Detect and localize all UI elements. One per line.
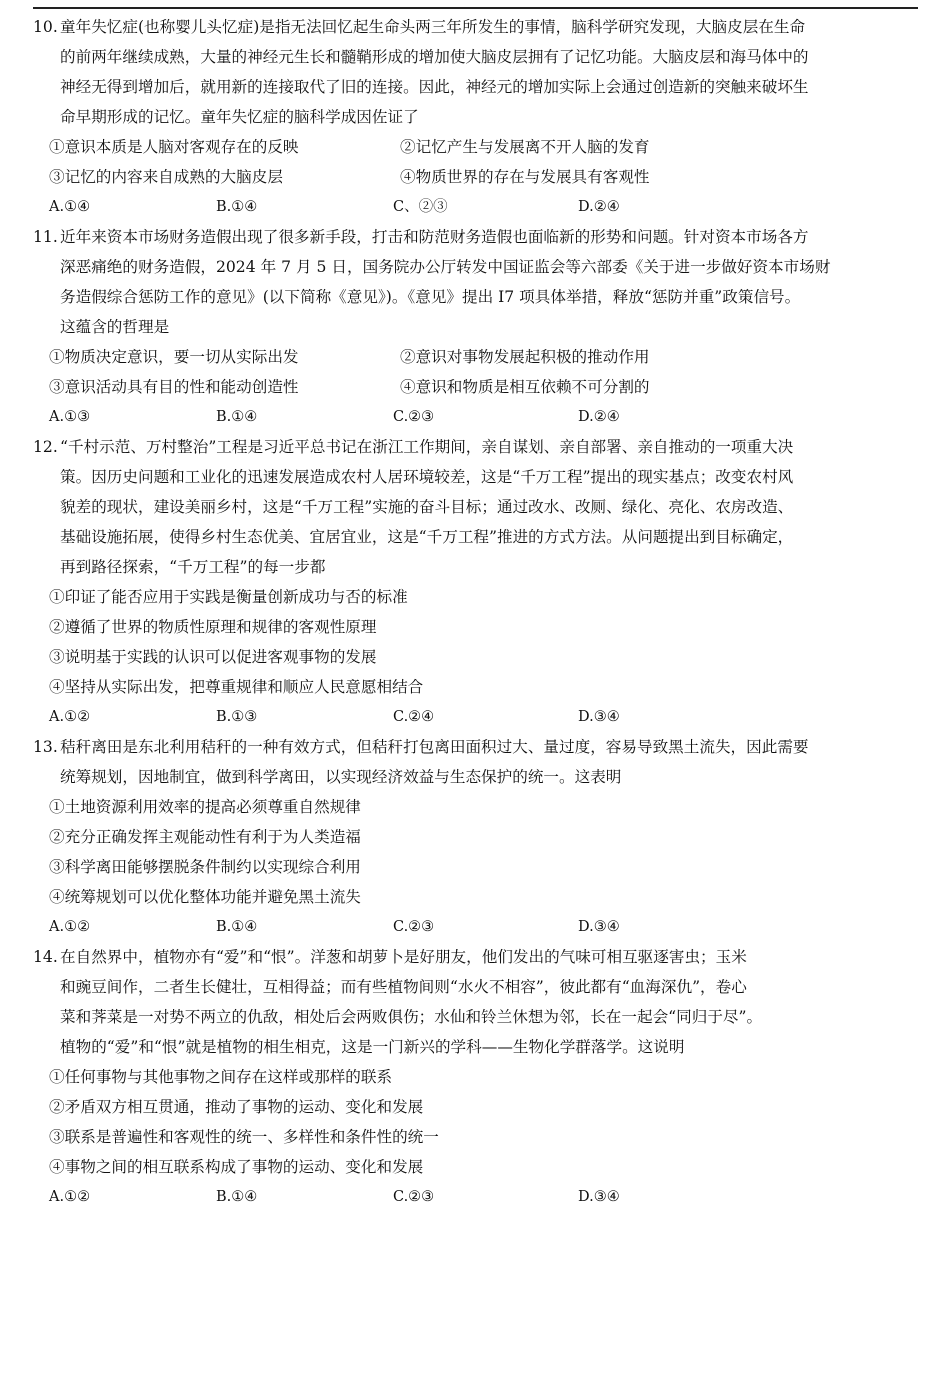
question-stem-line: 务造假综合惩防工作的意见》(以下简称《意见》)。《意见》提出 I7 项具体举措，释放“惩防并重”政策信号。 — [60, 288, 801, 306]
question-stem-line: 菜和荠菜是一对势不两立的仇敌，相处后会两败俱伤；水仙和铃兰休想为邻，长在一起会“同归于尽”。 — [60, 1008, 763, 1026]
question-number: 14. — [33, 948, 58, 966]
question-stem-line: 再到路径探索，“千万工程”的每一步都 — [60, 558, 326, 576]
answer-b[interactable]: B.①④ — [216, 409, 258, 425]
answer-b[interactable]: B.①④ — [216, 1189, 258, 1205]
answer-d[interactable]: D.②④ — [578, 199, 620, 215]
question-stem-line: 这蕴含的哲理是 — [60, 318, 170, 336]
option-4[interactable]: ④事物之间的相互联系构成了事物的运动、变化和发展 — [49, 1158, 424, 1176]
question-stem-line: 命早期形成的记忆。童年失忆症的脑科学成因佐证了 — [60, 108, 419, 126]
question-number: 11. — [33, 228, 58, 246]
answer-d[interactable]: D.③④ — [578, 919, 620, 935]
question-stem-line: 在自然界中，植物亦有“爱”和“恨”。洋葱和胡萝卜是好朋友，他们发出的气味可相互驱逐害虫；玉米 — [60, 948, 747, 966]
answer-a[interactable]: A.①② — [49, 919, 91, 935]
question-stem-line: 貌差的现状，建设美丽乡村，这是“千万工程”实施的奋斗目标；通过改水、改厕、绿化、亮化、农房改造、 — [60, 498, 794, 516]
question-14 — [33, 942, 921, 1212]
answer-choices — [33, 402, 921, 432]
option-4[interactable]: ④坚持从实际出发，把尊重规律和顺应人民意愿相结合 — [49, 678, 424, 696]
option-3[interactable]: ③科学离田能够摆脱条件制约以实现综合利用 — [49, 858, 361, 876]
question-stem-line: 和豌豆间作，二者生长健壮，互相得益；而有些植物间则“水火不相容”，彼此都有“血海深仇”，卷心 — [60, 978, 747, 996]
question-stem-line: 的前两年继续成熟，大量的神经元生长和髓鞘形成的增加使大脑皮层拥有了记忆功能。大脑皮层和海马体中的 — [60, 48, 809, 66]
question-number: 10. — [33, 18, 58, 36]
option-1[interactable]: ①土地资源利用效率的提高必须尊重自然规律 — [49, 798, 361, 816]
question-number: 13. — [33, 738, 58, 756]
question-stem-line: 深恶痛绝的财务造假，2024 年 7 月 5 日，国务院办公厅转发中国证监会等六部委《关于进一步做好资本市场财 — [60, 258, 831, 276]
answer-choices — [33, 912, 921, 942]
answer-d[interactable]: D.③④ — [578, 1189, 620, 1205]
answer-choices — [33, 702, 921, 732]
option-3[interactable]: ③说明基于实践的认识可以促进客观事物的发展 — [49, 648, 377, 666]
option-row — [33, 132, 921, 162]
option-3[interactable]: ③记忆的内容来自成熟的大脑皮层 — [49, 168, 283, 186]
answer-a[interactable]: A.①④ — [49, 199, 91, 215]
option-1[interactable]: ①意识本质是人脑对客观存在的反映 — [49, 138, 299, 156]
option-3[interactable]: ③意识活动具有目的性和能动创造性 — [49, 378, 299, 396]
question-stem-line: 童年失忆症(也称婴儿头忆症)是指无法回忆起生命头两三年所发生的事情，脑科学研究发现，大脑皮层在生命 — [60, 18, 806, 36]
option-row — [33, 342, 921, 372]
option-2[interactable]: ②充分正确发挥主观能动性有利于为人类造福 — [49, 828, 361, 846]
option-2[interactable]: ②意识对事物发展起积极的推动作用 — [400, 348, 650, 366]
answer-c[interactable]: C、②③ — [393, 199, 448, 215]
answer-a[interactable]: A.①② — [49, 1189, 91, 1205]
answer-b[interactable]: B.①③ — [216, 709, 258, 725]
question-stem-line: “千村示范、万村整治”工程是习近平总书记在浙江工作期间，亲自谋划、亲自部署、亲自推动的一项重大决 — [60, 438, 794, 456]
option-1[interactable]: ①任何事物与其他事物之间存在这样或那样的联系 — [49, 1068, 393, 1086]
option-2[interactable]: ②遵循了世界的物质性原理和规律的客观性原理 — [49, 618, 377, 636]
question-stem-line: 统筹规划，因地制宜，做到科学离田，以实现经济效益与生态保护的统一。这表明 — [60, 768, 622, 786]
answer-choices — [33, 192, 921, 222]
option-2[interactable]: ②记忆产生与发展离不开人脑的发育 — [400, 138, 650, 156]
option-1[interactable]: ①物质决定意识，要一切从实际出发 — [49, 348, 299, 366]
answer-a[interactable]: A.①② — [49, 709, 91, 725]
answer-b[interactable]: B.①④ — [216, 199, 258, 215]
top-rule — [33, 7, 918, 9]
question-11 — [33, 222, 921, 432]
answer-b[interactable]: B.①④ — [216, 919, 258, 935]
answer-d[interactable]: D.③④ — [578, 709, 620, 725]
option-row — [33, 372, 921, 402]
option-4[interactable]: ④物质世界的存在与发展具有客观性 — [400, 168, 650, 186]
option-4[interactable]: ④统筹规划可以优化整体功能并避免黑土流失 — [49, 888, 361, 906]
question-13 — [33, 732, 921, 942]
option-row — [33, 162, 921, 192]
answer-c[interactable]: C.②③ — [393, 1189, 435, 1205]
answer-c[interactable]: C.②③ — [393, 919, 435, 935]
option-1[interactable]: ①印证了能否应用于实践是衡量创新成功与否的标准 — [49, 588, 408, 606]
answer-d[interactable]: D.②④ — [578, 409, 620, 425]
question-number: 12. — [33, 438, 58, 456]
answer-c[interactable]: C.②④ — [393, 709, 435, 725]
option-3[interactable]: ③联系是普遍性和客观性的统一、多样性和条件性的统一 — [49, 1128, 439, 1146]
answer-a[interactable]: A.①③ — [49, 409, 91, 425]
question-stem-line: 基础设施拓展，使得乡村生态优美、宜居宜业，这是“千万工程”推进的方式方法。从问题提出到目标确定， — [60, 528, 794, 546]
question-stem-line: 神经无得到增加后，就用新的连接取代了旧的连接。因此，神经元的增加实际上会通过创造新的突触来破坏生 — [60, 78, 809, 96]
question-stem-line: 秸秆离田是东北利用秸秆的一种有效方式，但秸秆打包离田面积过大、量过度，容易导致黑土流失，因此需要 — [60, 738, 809, 756]
option-2[interactable]: ②矛盾双方相互贯通，推动了事物的运动、变化和发展 — [49, 1098, 424, 1116]
option-4[interactable]: ④意识和物质是相互依赖不可分割的 — [400, 378, 650, 396]
question-stem-line: 策。因历史问题和工业化的迅速发展造成农村人居环境较差，这是“千万工程”提出的现实基点；改变农村风 — [60, 468, 794, 486]
answer-c[interactable]: C.②③ — [393, 409, 435, 425]
question-stem-line: 近年来资本市场财务造假出现了很多新手段，打击和防范财务造假也面临新的形势和问题。针对资本市场各方 — [60, 228, 809, 246]
question-12 — [33, 432, 921, 732]
answer-choices — [33, 1182, 921, 1212]
question-stem-line: 植物的“爱”和“恨”就是植物的相生相克，这是一门新兴的学科——生物化学群落学。这说明 — [60, 1038, 685, 1056]
question-10 — [33, 12, 921, 222]
